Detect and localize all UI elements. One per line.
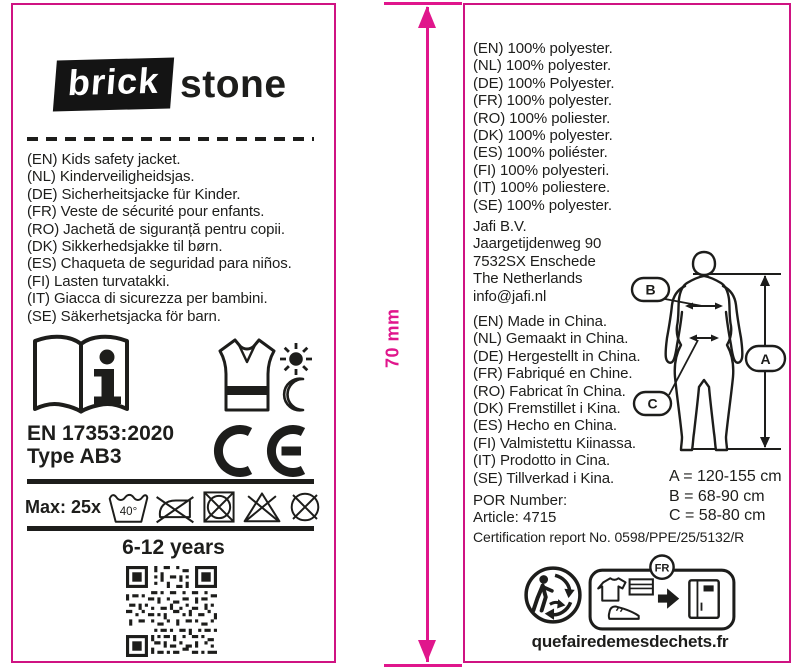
dimension-arrowhead-up <box>418 6 436 28</box>
material-line: (FI) 100% polyesteri. <box>473 161 610 179</box>
material-line: (FR) 100% polyester. <box>473 92 612 110</box>
svg-text:C: C <box>647 395 658 412</box>
care-instructions-row <box>25 488 325 526</box>
wash-40-icon <box>108 491 149 524</box>
qr-finder-bottom-left <box>126 635 148 657</box>
safety-vest-icon <box>213 336 281 414</box>
instruction-manual-icon <box>24 330 138 424</box>
product-name-line: (RO) Jachetă de siguranță pentru copii. <box>27 220 285 238</box>
fr-badge <box>650 556 673 579</box>
material-line: (IT) 100% poliestere. <box>473 179 611 197</box>
product-name-list <box>27 151 292 325</box>
svg-text:FR: FR <box>654 562 670 575</box>
do-not-bleach-icon <box>242 490 282 525</box>
wash-temperature: 40° <box>119 505 138 518</box>
sun-icon <box>279 342 313 376</box>
do-not-dry-clean-icon <box>287 489 323 525</box>
made-in-list <box>473 313 640 487</box>
dimension-arrowhead-down <box>418 640 436 662</box>
product-name-line: (SE) Säkerhetsjacka för barn. <box>27 307 221 325</box>
standard-reference <box>27 422 174 468</box>
street-address: Jaargetijdenweg 90 <box>473 235 602 253</box>
front-label-panel <box>11 3 336 663</box>
made-in-line: (RO) Fabricat în China. <box>473 382 626 400</box>
article-number: Article: 4715 <box>473 509 557 527</box>
material-line: (EN) 100% polyester. <box>473 40 613 57</box>
measure-badge-c <box>634 392 671 415</box>
certification-report: Certification report No. 0598/PPE/25/5132/R <box>473 529 745 545</box>
dashed-separator <box>27 137 314 141</box>
made-in-line: (ES) Hecho en China. <box>473 417 617 435</box>
made-in-line: (SE) Tillverkad i Kina. <box>473 469 615 487</box>
svg-text:B: B <box>645 281 656 298</box>
measurement-a: A = 120-155 cm <box>669 468 782 485</box>
max-washes-label: Max: 25x <box>25 496 102 517</box>
made-in-line: (IT) Prodotto in Cina. <box>473 452 611 470</box>
por-number-block <box>473 492 567 527</box>
dimension-line <box>426 7 429 662</box>
standard-type: Type AB3 <box>27 445 122 468</box>
do-not-iron-icon <box>154 490 196 525</box>
figure-head <box>693 252 715 275</box>
size-measurements <box>669 467 782 526</box>
ce-marking-icon <box>209 425 311 477</box>
divider-rule <box>27 479 314 484</box>
product-name-line: (EN) Kids safety jacket. <box>27 151 181 168</box>
moon-icon <box>282 376 312 413</box>
made-in-line: (NL) Gemaakt in China. <box>473 330 629 348</box>
measurement-b: B = 68-90 cm <box>669 487 765 505</box>
material-line: (DE) 100% Polyester. <box>473 74 615 92</box>
material-line: (DK) 100% polyester. <box>473 127 613 145</box>
brand-logo-brick: brick <box>53 57 174 111</box>
por-number-label: POR Number: <box>473 492 568 509</box>
product-name-line: (DE) Sicherheitsjacke für Kinder. <box>27 185 241 203</box>
material-line: (RO) 100% poliester. <box>473 109 611 127</box>
material-line: (SE) 100% polyester. <box>473 196 612 214</box>
postal-city: 7532SX Enschede <box>473 252 596 270</box>
product-name-line: (ES) Chaqueta de seguridad para niños. <box>27 255 292 273</box>
country: The Netherlands <box>473 270 583 288</box>
dimension-cap-bottom <box>384 664 462 667</box>
dimension-cap-top <box>384 2 462 5</box>
made-in-line: (FR) Fabriqué en Chine. <box>473 365 633 383</box>
body-measurement-figure <box>629 249 787 469</box>
product-name-line: (FR) Veste de sécurité pour enfants. <box>27 203 265 221</box>
company-name: Jafi B.V. <box>473 218 527 235</box>
made-in-line: (DK) Fremstillet i Kina. <box>473 400 621 418</box>
textile-sorting-icon <box>587 554 737 633</box>
standard-number: EN 17353:2020 <box>27 422 175 445</box>
material-line: (ES) 100% poliéster. <box>473 144 608 162</box>
dimension-label: 70 mm <box>382 308 403 368</box>
product-name-line: (DK) Sikkerhedsjakke til børn. <box>27 238 223 256</box>
triman-recycling-icon <box>523 565 583 625</box>
svg-text:A: A <box>760 351 771 367</box>
do-not-tumble-dry-icon <box>201 489 237 525</box>
material-line: (NL) 100% polyester. <box>473 57 612 75</box>
measurement-c: C = 58-80 cm <box>669 507 766 524</box>
made-in-line: (DE) Hergestellt in China. <box>473 347 641 365</box>
brand-logo <box>55 59 287 110</box>
measure-badge-a <box>746 346 785 371</box>
collection-bin-icon <box>689 580 718 617</box>
made-in-line: (EN) Made in China. <box>473 313 607 330</box>
manufacturer-address <box>473 218 601 305</box>
made-in-line: (FI) Valmistettu Kiinassa. <box>473 434 637 452</box>
folded-towel-icon <box>630 579 653 594</box>
qr-code <box>126 566 217 657</box>
qr-finder-top-right <box>195 566 217 588</box>
qr-finder-top-left <box>126 566 148 588</box>
material-composition-list <box>473 40 614 214</box>
product-name-line: (IT) Giacca di sicurezza per bambini. <box>27 290 268 308</box>
brand-logo-stone: stone <box>180 63 287 106</box>
divider-rule <box>27 526 314 531</box>
product-name-line: (NL) Kinderveiligheidsjas. <box>27 168 195 186</box>
product-name-line: (FI) Lasten turvatakki. <box>27 272 170 290</box>
back-label-panel <box>463 3 791 663</box>
recycling-website: quefairedemesdechets.fr <box>531 632 729 651</box>
email-address: info@jafi.nl <box>473 287 547 305</box>
age-range-label: 6-12 years <box>122 536 225 559</box>
measure-badge-b <box>632 278 669 301</box>
